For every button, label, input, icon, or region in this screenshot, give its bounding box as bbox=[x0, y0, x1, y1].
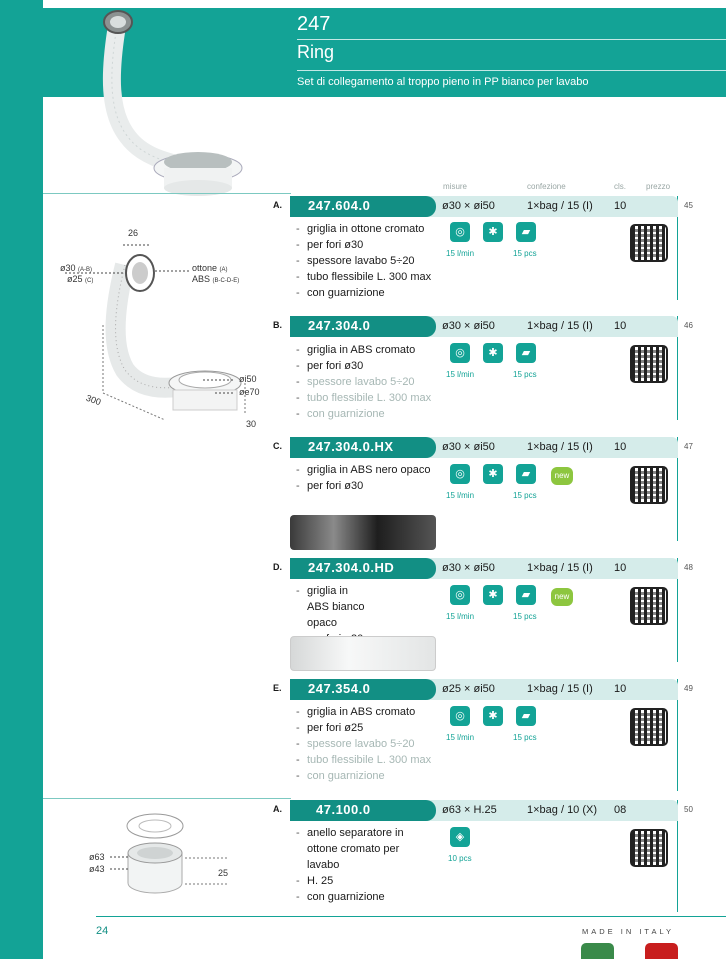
flow-rate-icon: ◎ bbox=[450, 464, 470, 484]
pcs-label: 15 pcs bbox=[513, 370, 537, 379]
row-letter: B. bbox=[273, 320, 282, 330]
box-icon: ◈ bbox=[450, 827, 470, 847]
new-badge: new bbox=[551, 588, 573, 606]
section-divider-2 bbox=[43, 798, 291, 799]
footer-rule bbox=[96, 916, 726, 917]
page-ref-48: 48 bbox=[684, 563, 693, 572]
page-ref-46: 46 bbox=[684, 321, 693, 330]
product-row-a bbox=[273, 196, 680, 217]
product-family-description: Set di collegamento al troppo pieno in PP bianco per lavabo bbox=[297, 76, 589, 88]
mat-abs: ABS (B-C-D-E) bbox=[192, 274, 240, 284]
left-sidebar-band bbox=[0, 0, 43, 959]
flow-rate-icon: ◎ bbox=[450, 585, 470, 605]
finish-swatch-black bbox=[290, 515, 436, 550]
made-in-italy: MADE IN ITALY bbox=[582, 927, 675, 936]
page-ref-50: 50 bbox=[684, 805, 693, 814]
hero-product-image bbox=[88, 2, 268, 202]
flow-rate-icon: ◎ bbox=[450, 222, 470, 242]
product-cls: 08 bbox=[614, 804, 627, 816]
product-pack: 1×bag / 15 (I) bbox=[527, 683, 593, 695]
col-header-confezione: confezione bbox=[527, 182, 566, 191]
package-icon: ▰ bbox=[516, 464, 536, 484]
qr-code-a[interactable] bbox=[630, 224, 668, 262]
dim-o43: ø43 bbox=[89, 864, 105, 874]
qr-code-c[interactable] bbox=[630, 466, 668, 504]
product-cls: 10 bbox=[614, 683, 627, 695]
product-cls: 10 bbox=[614, 562, 627, 574]
pcs-label: 15 pcs bbox=[513, 491, 537, 500]
product-code: 47.100.0 bbox=[316, 802, 371, 817]
flow-rate-icon: ◎ bbox=[450, 343, 470, 363]
pcs-label: 15 pcs bbox=[513, 249, 537, 258]
product-row-c bbox=[273, 437, 680, 458]
page-ref-49: 49 bbox=[684, 684, 693, 693]
qr-code-b[interactable] bbox=[630, 345, 668, 383]
product-code: 247.304.0 bbox=[308, 318, 371, 333]
feature-item: - anello separatore in ottone cromato per lavabo bbox=[296, 825, 416, 873]
row-letter: A. bbox=[273, 200, 282, 210]
package-icon: ▰ bbox=[516, 706, 536, 726]
product-code: 247.304.0.HX bbox=[308, 439, 394, 454]
dim-30: 30 bbox=[246, 419, 257, 429]
pcs-label: 10 pcs bbox=[448, 854, 472, 863]
technical-drawing-separator-ring bbox=[110, 808, 230, 903]
qr-code-e[interactable] bbox=[630, 708, 668, 746]
pcs-label: 15 pcs bbox=[513, 733, 537, 742]
flag-red-tab bbox=[645, 943, 678, 959]
dim-26: 26 bbox=[128, 228, 139, 238]
dim-o63: ø63 bbox=[89, 852, 105, 862]
dim-oi50: øi50 bbox=[239, 374, 257, 384]
feature-item: - con guarnizione bbox=[296, 285, 431, 301]
feature-list-e bbox=[296, 704, 431, 784]
feature-item: - con guarnizione bbox=[296, 768, 431, 784]
header-rule-2 bbox=[297, 70, 726, 71]
product-pack: 1×bag / 15 (I) bbox=[527, 320, 593, 332]
product-code: 247.304.0.HD bbox=[308, 560, 395, 575]
feature-item: - tubo flessibile L. 300 max bbox=[296, 390, 431, 406]
header-rule-1 bbox=[297, 39, 726, 40]
product-row-d bbox=[273, 558, 680, 579]
product-family-name: Ring bbox=[297, 42, 335, 62]
feature-item: - H. 25 bbox=[296, 873, 416, 889]
product-cls: 10 bbox=[614, 441, 627, 453]
feature-item: - con guarnizione bbox=[296, 406, 431, 422]
package-icon: ▰ bbox=[516, 222, 536, 242]
feature-list-c bbox=[296, 462, 431, 494]
dim-o30: ø30 (A-B) bbox=[60, 263, 93, 273]
eu-stars-icon: ✱ bbox=[483, 464, 503, 484]
product-pack: 1×bag / 15 (I) bbox=[527, 200, 593, 212]
flow-rate-label: 15 l/min bbox=[446, 491, 475, 500]
product-size: ø30 × øi50 bbox=[442, 320, 495, 332]
product-size: ø25 × øi50 bbox=[442, 683, 495, 695]
feature-item: - griglia in ottone cromato bbox=[296, 221, 431, 237]
page-ref-47: 47 bbox=[684, 442, 693, 451]
feature-item: - griglia in ABS cromato bbox=[296, 342, 431, 358]
product-row-b bbox=[273, 316, 680, 337]
flow-rate-label: 15 l/min bbox=[446, 733, 475, 742]
feature-item: - con guarnizione bbox=[296, 889, 416, 905]
finish-swatch-white bbox=[290, 636, 436, 671]
feature-item: - tubo flessibile L. 300 max bbox=[296, 269, 431, 285]
row-letter: E. bbox=[273, 683, 282, 693]
mat-ottone: ottone (A) bbox=[192, 263, 228, 273]
feature-item: - griglia in ABS cromato bbox=[296, 704, 431, 720]
eu-stars-icon: ✱ bbox=[483, 222, 503, 242]
product-size: ø30 × øi50 bbox=[442, 200, 495, 212]
feature-item: - per fori ø30 bbox=[296, 237, 431, 253]
feature-item: - per fori ø30 bbox=[296, 478, 431, 494]
pcs-label: 15 pcs bbox=[513, 612, 537, 621]
feature-item: - spessore lavabo 5÷20 bbox=[296, 374, 431, 390]
feature-item: - griglia in ABS bianco opaco bbox=[296, 583, 366, 631]
dim-o25: ø25 (C) bbox=[67, 274, 94, 284]
col-header-prezzo: prezzo bbox=[646, 182, 671, 191]
package-icon: ▰ bbox=[516, 585, 536, 605]
dim-oe70: øe70 bbox=[239, 387, 260, 397]
flag-green-tab bbox=[581, 943, 614, 959]
feature-item: - spessore lavabo 5÷20 bbox=[296, 736, 431, 752]
flow-rate-label: 15 l/min bbox=[446, 249, 475, 258]
product-code: 247.354.0 bbox=[308, 681, 371, 696]
product-size: ø30 × øi50 bbox=[442, 441, 495, 453]
page-number: 24 bbox=[96, 925, 109, 937]
feature-item: - per fori ø25 bbox=[296, 720, 431, 736]
product-pack: 1×bag / 15 (I) bbox=[527, 562, 593, 574]
dim-25: 25 bbox=[218, 868, 229, 878]
row-letter: D. bbox=[273, 562, 282, 572]
feature-item: - per fori ø30 bbox=[296, 358, 431, 374]
product-cls: 10 bbox=[614, 320, 627, 332]
feature-item: - spessore lavabo 5÷20 bbox=[296, 253, 431, 269]
col-header-cls: cls. bbox=[614, 182, 626, 191]
flow-rate-label: 15 l/min bbox=[446, 370, 475, 379]
product-row-e bbox=[273, 679, 680, 700]
product-size: ø63 × H.25 bbox=[442, 804, 497, 816]
row-letter: A. bbox=[273, 804, 282, 814]
product-pack: 1×bag / 10 (X) bbox=[527, 804, 598, 816]
product-pack: 1×bag / 15 (I) bbox=[527, 441, 593, 453]
feature-list-b bbox=[296, 342, 431, 422]
feature-list-f bbox=[296, 825, 416, 905]
eu-stars-icon: ✱ bbox=[483, 585, 503, 605]
feature-item: - griglia in ABS nero opaco bbox=[296, 462, 431, 478]
qr-code-f[interactable] bbox=[630, 829, 668, 867]
product-code: 247.604.0 bbox=[308, 198, 371, 213]
eu-stars-icon: ✱ bbox=[483, 343, 503, 363]
page-ref-45: 45 bbox=[684, 201, 693, 210]
qr-code-d[interactable] bbox=[630, 587, 668, 625]
product-row-f bbox=[273, 800, 680, 821]
row-letter: C. bbox=[273, 441, 282, 451]
product-family-code: 247 bbox=[297, 13, 331, 35]
feature-list-a bbox=[296, 221, 431, 301]
feature-item: - tubo flessibile L. 300 max bbox=[296, 752, 431, 768]
new-badge: new bbox=[551, 467, 573, 485]
product-cls: 10 bbox=[614, 200, 627, 212]
product-size: ø30 × øi50 bbox=[442, 562, 495, 574]
dim-300: 300 bbox=[84, 392, 103, 408]
package-icon: ▰ bbox=[516, 343, 536, 363]
section-divider-1 bbox=[43, 193, 291, 194]
flow-rate-icon: ◎ bbox=[450, 706, 470, 726]
col-header-misure: misure bbox=[443, 182, 468, 191]
flow-rate-label: 15 l/min bbox=[446, 612, 475, 621]
eu-stars-icon: ✱ bbox=[483, 706, 503, 726]
